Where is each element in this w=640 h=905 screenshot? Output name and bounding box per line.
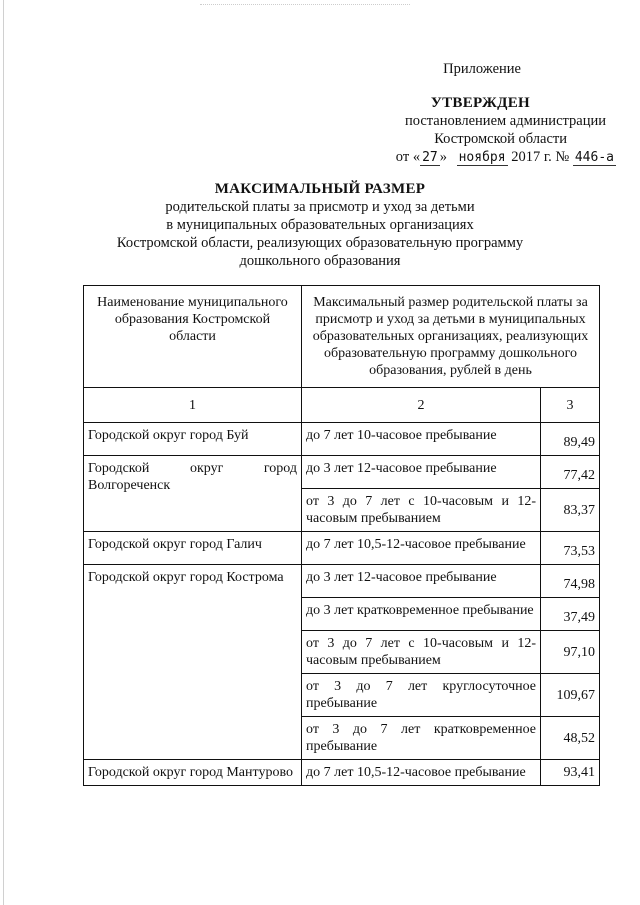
table-row bbox=[84, 456, 600, 489]
municipality-cell: Городской округ город Кострома bbox=[84, 565, 302, 760]
value-cell: 48,52 bbox=[541, 717, 600, 760]
column-number-row bbox=[84, 388, 600, 423]
date-year: 2017 г. № bbox=[511, 149, 570, 165]
value-cell: 83,37 bbox=[541, 489, 600, 532]
document-title bbox=[0, 180, 640, 270]
date-prefix: от « bbox=[395, 149, 421, 165]
title-line-4: Костромской области, реализующих образовательную программу bbox=[116, 235, 524, 251]
approval-line-1: постановлением администрации bbox=[404, 113, 606, 129]
value-cell: 93,41 bbox=[541, 760, 600, 786]
approval-line-2: Костромской области bbox=[434, 131, 567, 147]
municipality-cell: Городской округ город Волгореченск bbox=[84, 456, 302, 532]
title-line-2: родительской платы за присмотр и уход за детьми bbox=[165, 199, 475, 215]
date-number: 446-а bbox=[574, 150, 614, 165]
column-number-2: 2 bbox=[302, 388, 541, 423]
scan-artifact bbox=[200, 4, 410, 11]
municipality-cell: Городской округ город Галич bbox=[84, 532, 302, 565]
table-row bbox=[84, 532, 600, 565]
date-mid: » bbox=[439, 149, 447, 165]
description-cell: до 7 лет 10,5-12-часовое пребывание bbox=[302, 760, 541, 786]
value-cell: 74,98 bbox=[541, 565, 600, 598]
description-cell: от 3 до 7 лет круглосуточное пребывание bbox=[302, 674, 541, 717]
description-cell: до 7 лет 10,5-12-часовое пребывание bbox=[302, 532, 541, 565]
description-cell: до 7 лет 10-часовое пребывание bbox=[302, 423, 541, 456]
description-cell: до 3 лет 12-часовое пребывание bbox=[302, 456, 541, 489]
value-cell: 89,49 bbox=[541, 423, 600, 456]
table-row bbox=[84, 423, 600, 456]
approval-date-line bbox=[396, 148, 616, 167]
description-cell: от 3 до 7 лет с 10-часовым и 12-часовым пребыванием bbox=[302, 489, 541, 532]
header-municipality: Наименование муниципального образования Костромской области bbox=[84, 286, 302, 388]
municipality-cell: Городской округ город Мантурово bbox=[84, 760, 302, 786]
title-line-5: дошкольного образования bbox=[239, 253, 401, 269]
value-cell: 77,42 bbox=[541, 456, 600, 489]
municipality-cell: Городской округ город Буй bbox=[84, 423, 302, 456]
table-row bbox=[84, 565, 600, 598]
title-main: МАКСИМАЛЬНЫЙ РАЗМЕР bbox=[214, 181, 426, 197]
title-line-3: в муниципальных образовательных организациях bbox=[166, 217, 474, 233]
column-number-3: 3 bbox=[541, 388, 600, 423]
value-cell: 73,53 bbox=[541, 532, 600, 565]
description-cell: до 3 лет кратковременное пребывание bbox=[302, 598, 541, 631]
date-month: ноября bbox=[458, 150, 506, 165]
description-cell: до 3 лет 12-часовое пребывание bbox=[302, 565, 541, 598]
column-number-1: 1 bbox=[84, 388, 302, 423]
header-fee: Максимальный размер родительской платы за присмотр и уход за детьми в муниципальных образовательных организациях, реализующих образовательную программу дошкольного образования, рублей в день bbox=[302, 286, 600, 388]
description-cell: от 3 до 7 лет кратковременное пребывание bbox=[302, 717, 541, 760]
description-cell: от 3 до 7 лет с 10-часовым и 12-часовым пребыванием bbox=[302, 631, 541, 674]
approved-heading: УТВЕРЖДЕН bbox=[430, 95, 530, 111]
table-row bbox=[84, 760, 600, 786]
header-row bbox=[84, 286, 600, 388]
value-cell: 109,67 bbox=[541, 674, 600, 717]
fees-table bbox=[83, 285, 600, 786]
approval-block bbox=[356, 60, 616, 170]
value-cell: 37,49 bbox=[541, 598, 600, 631]
page-edge bbox=[3, 0, 4, 905]
appendix-label: Приложение bbox=[443, 61, 521, 77]
value-cell: 97,10 bbox=[541, 631, 600, 674]
date-day: 27 bbox=[422, 150, 438, 165]
